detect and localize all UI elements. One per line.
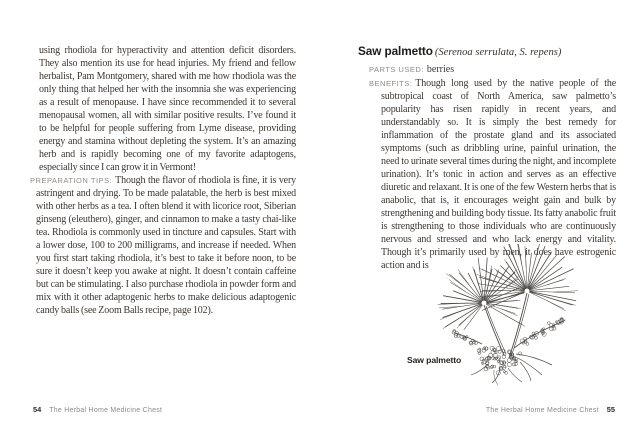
benefits-paragraph	[358, 77, 616, 272]
parts-used-value: berries	[426, 64, 455, 75]
right-text-column	[358, 44, 616, 272]
right-page-footer	[486, 406, 615, 415]
entry-common-name: Saw palmetto	[358, 44, 433, 58]
entry-heading	[358, 44, 616, 60]
illustration-caption: Saw palmetto	[407, 355, 462, 365]
right-page-number: 55	[606, 405, 615, 414]
left-text-column	[30, 44, 296, 317]
benefits-continued-paragraph: using rhodiola for hyperactivity and attention deficit disorders. They also mention its use for head injuries. My friend and fellow herbalist, Pam Montgomery, shared with me how rhodiola was the only thing that helped her with the insomnia she was experiencing as a result of menopause. I have since recommended it to several menopausal women, all with similar positive results. I’ve found it to be helpful for people suffering from Lyme disease, providing energy and stamina without depleting the system. It’s an amazing herb and is rapidly becoming one of my favorite adaptogens, especially since I can grow it in Vermont!	[39, 45, 296, 173]
benefits-label: BENEFITS:	[369, 79, 413, 88]
left-page-number: 54	[33, 405, 42, 414]
entry-latin-name: (Serenoa serrulata, S. repens)	[434, 47, 562, 58]
parts-used-line	[358, 63, 616, 76]
preparation-tips-text: Though the flavor of rhodiola is fine, it is very astringent and drying. To be made palatable, the herb is best mixed with other herbs as a tea. I often blend it with licorice root, Siberian ginseng (eleuthero), ginger, and cinnamon to make a tasty chai-like tea. Rhodiola is commonly used in tincture and capsules. Start with a lower dose, 100 to 200 milligrams, and increase if needed. When you first start taking rhodiola, it’s best to take it before noon, to be sure it doesn’t keep you awake at night. It doesn’t contain caffeine but can be stimulating. I also purchase rhodiola in powder form and mix with it other adaptogenic herbs to make delicious adaptogenic candy balls (see Zoom Balls recipe, page 102).	[36, 175, 296, 316]
preparation-tips-label: PREPARATION TIPS:	[30, 176, 113, 185]
left-page-footer	[33, 406, 162, 415]
parts-used-label: PARTS USED:	[369, 65, 424, 74]
benefits-text: Though long used by the native people of the subtropical coast of North America, saw palmetto’s popularity has risen rapidly in recent years, and understandably so. It is simply the best remedy for inflammation of the prostate gland and its associated symptoms (such as dribbling urine, painful urination, the need to urinate several times during the night, and incomplete urination). It’s tonic in action and serves as an effective diuretic and relaxant. It is one of the few Western herbs that is anabolic, that is, it encourages weight gain and bulk by strengthening and building body tissue. Its fatty anabolic fruit is strengthening to those individuals who are continuously nervous and stressed and who lack energy and vitality. Though it’s primarily used by men, it does have estrogenic action and is	[381, 78, 616, 271]
left-footer-book-title: The Herbal Home Medicine Chest	[49, 407, 163, 414]
right-footer-book-title: The Herbal Home Medicine Chest	[485, 407, 599, 414]
preparation-tips-paragraph	[30, 174, 296, 317]
saw-palmetto-illustration	[430, 244, 620, 389]
